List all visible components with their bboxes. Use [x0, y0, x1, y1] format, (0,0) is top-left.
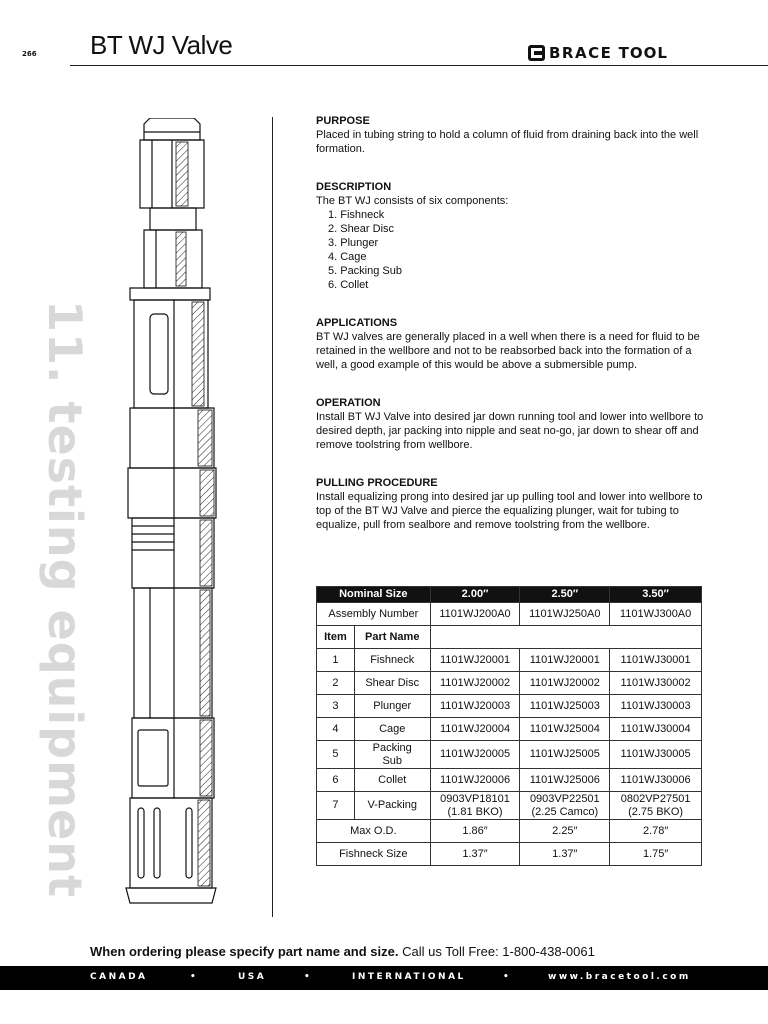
table-cell: Cage	[354, 718, 430, 741]
operation-heading: OPERATION	[316, 397, 381, 409]
table-cell: 7	[317, 792, 355, 820]
table-cell: 1101WJ30004	[610, 718, 702, 741]
logo-brace: BRACE	[549, 44, 613, 62]
applications-section	[316, 316, 708, 372]
vertical-divider	[272, 117, 273, 917]
cell-line: 0802VP27501	[620, 792, 691, 805]
ordering-note	[90, 944, 595, 959]
table-cell: Shear Disc	[354, 672, 430, 695]
valve-cross-section-drawing	[120, 118, 226, 908]
operation-section	[316, 396, 708, 452]
list-item: 3. Plunger	[328, 237, 379, 249]
table-cell: 2.78″	[610, 820, 702, 843]
table-cell: V-Packing	[354, 792, 430, 820]
table-header-row	[317, 587, 702, 603]
table-cell-empty	[430, 626, 701, 649]
table-row	[317, 672, 702, 695]
brace-tool-logo-icon	[528, 45, 545, 61]
purpose-heading: PURPOSE	[316, 115, 370, 127]
table-cell	[610, 792, 702, 820]
table-cell: 1.37″	[520, 843, 610, 866]
table-cell: 1101WJ30006	[610, 769, 702, 792]
table-cell: Packing Sub	[354, 741, 430, 769]
table-cell: Max O.D.	[317, 820, 431, 843]
table-header-cell: 2.50″	[520, 587, 610, 603]
purpose-section	[316, 114, 708, 156]
table-header-cell: 2.00″	[430, 587, 520, 603]
table-cell: 1101WJ25006	[520, 769, 610, 792]
table-row	[317, 695, 702, 718]
toll-free-phone: Call us Toll Free: 1-800-438-0061	[402, 944, 595, 959]
table-cell: 3	[317, 695, 355, 718]
footer-bullet: •	[503, 972, 512, 982]
table-row	[317, 741, 702, 769]
table-cell: 1.86″	[430, 820, 520, 843]
table-cell: 1101WJ20003	[430, 695, 520, 718]
table-cell: 1101WJ20006	[430, 769, 520, 792]
table-row	[317, 843, 702, 866]
table-header-cell: 3.50″	[610, 587, 702, 603]
operation-text: Install BT WJ Valve into desired jar down running tool and lower into wellbore to desired depth, jar packing into nipple and seat no-go, jar down to shear off and remove toolstring from wellbore.	[316, 411, 704, 451]
description-heading: DESCRIPTION	[316, 181, 392, 193]
side-section-title-text: 11. testing equipment	[38, 300, 92, 898]
table-cell: Part Name	[354, 626, 430, 649]
table-cell: 1101WJ20002	[430, 672, 520, 695]
table-cell: 1101WJ25005	[520, 741, 610, 769]
ordering-instruction: When ordering please specify part name and size.	[90, 944, 399, 959]
description-intro: The BT WJ consists of six components:	[316, 195, 509, 207]
applications-text: BT WJ valves are generally placed in a well when there is a need for fluid to be retained in the wellbore and not to be reabsorbed back into the formation of a well, a good example of this would be above a submersible pump.	[316, 331, 700, 371]
table-cell	[520, 792, 610, 820]
table-row	[317, 769, 702, 792]
footer-bullet: •	[190, 972, 199, 982]
table-cell: 1101WJ20005	[430, 741, 520, 769]
parts-table	[316, 586, 702, 866]
table-cell: 6	[317, 769, 355, 792]
table-row	[317, 649, 702, 672]
pulling-procedure-heading: PULLING PROCEDURE	[316, 477, 438, 489]
description-section	[316, 180, 708, 292]
side-section-title	[20, 300, 92, 930]
table-cell: 1.75″	[610, 843, 702, 866]
table-cell: Item	[317, 626, 355, 649]
cell-line: (2.25 Camco)	[531, 805, 599, 818]
footer-website: www.bracetool.com	[548, 972, 691, 982]
page-number: 266	[22, 50, 37, 58]
table-cell: 1101WJ20001	[430, 649, 520, 672]
cell-line: 0903VP18101	[440, 792, 510, 805]
footer-canada: CANADA	[90, 972, 148, 982]
table-header-cell: Nominal Size	[317, 587, 431, 603]
table-cell: 5	[317, 741, 355, 769]
cell-line: 0903VP22501	[529, 792, 600, 805]
table-cell: 1101WJ250A0	[520, 603, 610, 626]
table-cell: 1101WJ300A0	[610, 603, 702, 626]
pulling-procedure-text: Install equalizing prong into desired jar up pulling tool and lower into wellbore to top of the BT WJ Valve and pierce the equalizing plunger, wait for tubing to equalize, pull from sealbore and remove toolstring from the wellbore.	[316, 491, 703, 531]
cell-line: (2.75 BKO)	[628, 805, 684, 818]
table-cell: Collet	[354, 769, 430, 792]
header-rule	[70, 65, 768, 66]
logo-text	[549, 44, 668, 62]
table-row	[317, 603, 702, 626]
footer-international: INTERNATIONAL	[352, 972, 466, 982]
content-column	[316, 114, 708, 556]
footer-usa: USA	[238, 972, 267, 982]
table-cell: Assembly Number	[317, 603, 431, 626]
page-title: BT WJ Valve	[90, 30, 233, 60]
table-cell: 1101WJ30001	[610, 649, 702, 672]
table-cell: 1101WJ30003	[610, 695, 702, 718]
table-cell: 1101WJ30002	[610, 672, 702, 695]
table-cell: 1101WJ25003	[520, 695, 610, 718]
pulling-procedure-section	[316, 476, 708, 532]
applications-heading: APPLICATIONS	[316, 317, 398, 329]
cell-line: (1.81 BKO)	[447, 805, 503, 818]
table-row	[317, 820, 702, 843]
table-row	[317, 792, 702, 820]
table-cell: Fishneck	[354, 649, 430, 672]
table-cell: 1101WJ25004	[520, 718, 610, 741]
footer-bullet: •	[304, 972, 313, 982]
list-item: 1. Fishneck	[328, 209, 385, 221]
footer-bar	[0, 966, 768, 990]
purpose-text: Placed in tubing string to hold a column of fluid from draining back into the well formation.	[316, 129, 699, 155]
table-cell: 2	[317, 672, 355, 695]
table-cell: 4	[317, 718, 355, 741]
components-list	[316, 208, 708, 292]
table-subheader-row	[317, 626, 702, 649]
list-item: 6. Collet	[328, 279, 369, 291]
table-cell: 1	[317, 649, 355, 672]
list-item: 4. Cage	[328, 251, 367, 263]
table-cell: Fishneck Size	[317, 843, 431, 866]
table-cell: 1101WJ30005	[610, 741, 702, 769]
table-cell: 1101WJ20004	[430, 718, 520, 741]
table-row	[317, 718, 702, 741]
table-cell: 1101WJ20001	[520, 649, 610, 672]
table-cell: 1.37″	[430, 843, 520, 866]
table-cell: 1101WJ200A0	[430, 603, 520, 626]
table-cell: 2.25″	[520, 820, 610, 843]
list-item: 5. Packing Sub	[328, 265, 402, 277]
table-cell: 1101WJ20002	[520, 672, 610, 695]
brace-tool-logo	[528, 44, 668, 62]
list-item: 2. Shear Disc	[328, 223, 395, 235]
logo-tool: TOOL	[618, 44, 668, 62]
table-cell: Plunger	[354, 695, 430, 718]
table-cell	[430, 792, 520, 820]
